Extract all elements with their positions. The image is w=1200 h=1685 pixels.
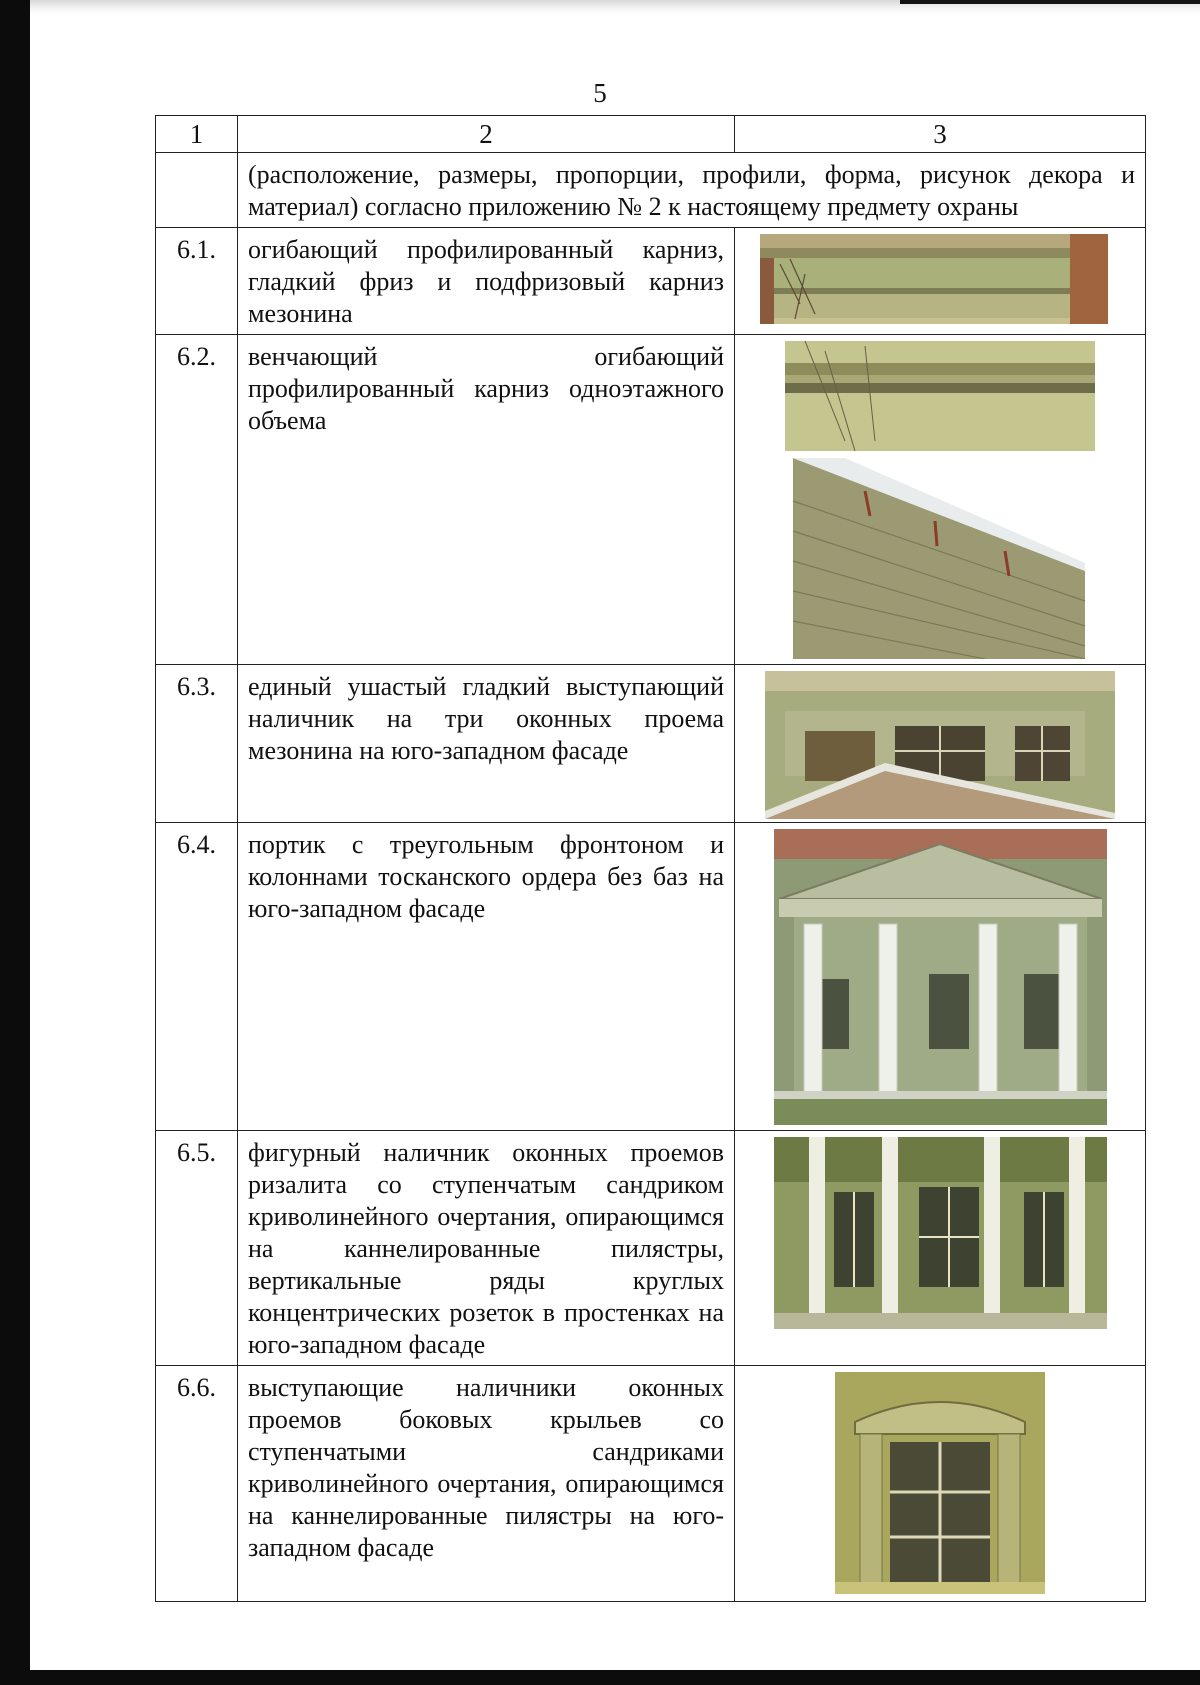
row-description: выступающие наличники оконных проемов боковых крыльев со ступенчатыми сандриками криволинейного очертания, опирающимся на каннелированные пилястры на юго-западном фасаде (238, 1366, 735, 1602)
cornice-mezzanine-photo (760, 234, 1108, 324)
row-number: 6.2. (156, 335, 238, 665)
row-number: 6.6. (156, 1366, 238, 1602)
mezzanine-window-frame-photo (765, 671, 1115, 819)
table-row (156, 335, 1146, 665)
row-description: огибающий профилированный карниз, гладкий фриз и подфризовый карниз мезонина (238, 228, 735, 335)
row-description: венчающий огибающий профилированный карниз одноэтажного объема (238, 335, 735, 665)
protection-items-table (155, 115, 1146, 1602)
column-header-2: 2 (238, 116, 735, 153)
continuation-row (156, 153, 1146, 228)
page-number: 5 (593, 78, 607, 108)
table-row (156, 1366, 1146, 1602)
scan-border-bottom (0, 1670, 1200, 1685)
column-header-3: 3 (735, 116, 1146, 153)
continuation-text: (расположение, размеры, пропорции, профили, форма, рисунок декора и материал) согласно приложению № 2 к настоящему предмету охраны (238, 153, 1146, 228)
table-row (156, 1131, 1146, 1366)
row-number: 6.3. (156, 665, 238, 823)
table-row (156, 823, 1146, 1131)
row-number: 6.1. (156, 228, 238, 335)
row-description: единый ушастый гладкий выступающий наличник на три оконных проема мезонина на юго-западном фасаде (238, 665, 735, 823)
row-description: портик с треугольным фронтоном и колоннами тосканского ордера без баз на юго-западном фасаде (238, 823, 735, 1131)
scan-border-left (0, 0, 30, 1685)
row-number: 6.5. (156, 1131, 238, 1366)
table-row (156, 665, 1146, 823)
table-header-row (156, 116, 1146, 153)
column-header-1: 1 (156, 116, 238, 153)
risalit-windows-photo (774, 1137, 1107, 1329)
scan-border-top-right (900, 0, 1200, 4)
portico-photo (774, 829, 1107, 1125)
row-number: 6.4. (156, 823, 238, 1131)
crowning-cornice-photos (785, 341, 1095, 659)
table-row (156, 228, 1146, 335)
side-wing-window-photo (835, 1372, 1045, 1594)
row-description: фигурный наличник оконных проемов ризалита со ступенчатым сандриком криволинейного очертания, опирающимся на каннелированные пилястры, вертикальные ряды круглых концентрических розеток в простенках на юго-западном фасаде (238, 1131, 735, 1366)
